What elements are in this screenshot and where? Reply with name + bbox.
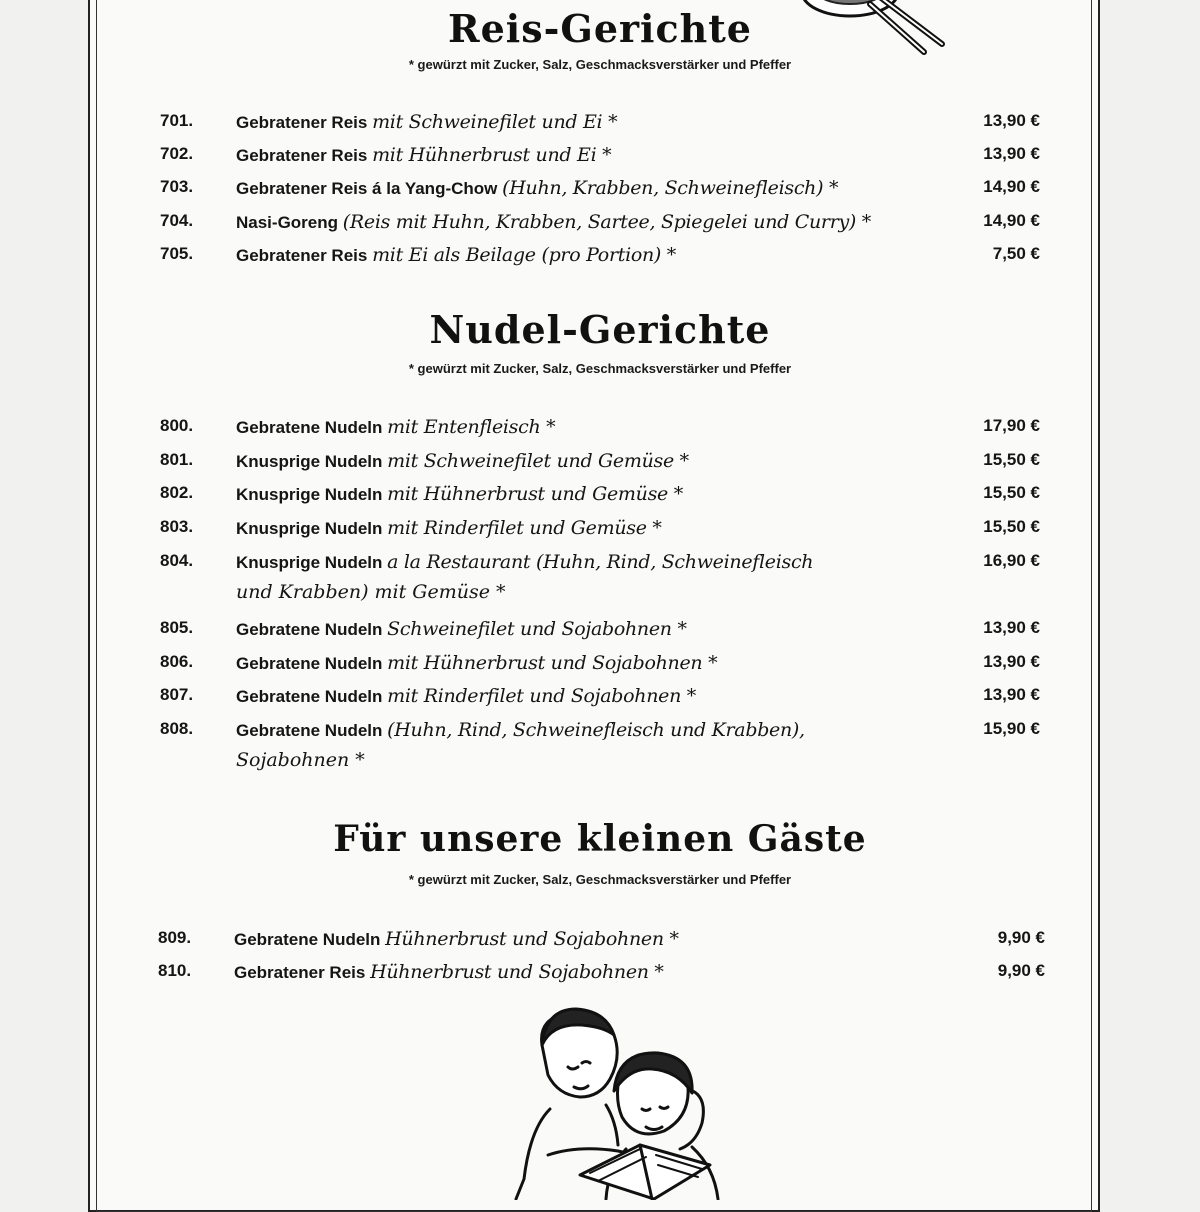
item-name: Gebratener Reis á la Yang-Chow [236,179,498,198]
item-number: 702. [160,144,194,163]
item-description [236,211,871,233]
item-description [236,618,687,640]
item-price: 13,90 € [983,111,1040,130]
item-price: 9,90 € [997,928,1045,947]
section-note-reis: * gewürzt mit Zucker, Salz, Geschmacksverstärker und Pfeffer [408,57,792,72]
item-detail: mit Hühnerbrust und Sojabohnen * [387,652,718,674]
item-number: 703. [160,177,194,196]
item-detail: mit Ei als Beilage (pro Portion) * [372,244,676,266]
item-price: 14,90 € [983,177,1040,196]
item-detail: Hühnerbrust und Sojabohnen * [385,928,679,950]
item-detail: mit Rinderfilet und Gemüse * [387,517,662,539]
menu-item [0,517,1200,551]
item-name: Knusprige Nudeln [236,452,383,471]
item-name: Knusprige Nudeln [236,485,383,504]
menu-item [0,111,1200,145]
item-detail: a la Restaurant (Huhn, Rind, Schweinefleisch [387,551,814,573]
item-name: Gebratene Nudeln [236,418,383,437]
item-detail: (Reis mit Huhn, Krabben, Sartee, Spiegelei und Curry) * [342,211,871,233]
menu-item [0,144,1200,178]
item-number: 804. [160,551,194,570]
item-name: Gebratene Nudeln [234,930,381,949]
children-reading-illustration [430,1005,760,1200]
item-price: 16,90 € [983,551,1040,570]
item-detail: mit Schweinefilet und Gemüse * [387,450,689,472]
item-price: 13,90 € [983,685,1040,704]
item-description [236,517,662,539]
item-description [234,928,679,950]
item-name: Gebratener Reis [236,246,368,265]
item-price: 14,90 € [983,211,1040,230]
item-number: 808. [160,719,194,738]
menu-item [0,685,1200,719]
section-note-kids: * gewürzt mit Zucker, Salz, Geschmacksverstärker und Pfeffer [408,872,792,887]
item-detail: mit Schweinefilet und Ei * [372,111,618,133]
menu-item [0,177,1200,211]
item-price: 15,50 € [983,483,1040,502]
menu-item [0,928,1200,962]
menu-item [0,416,1200,450]
item-detail-continued: Sojabohnen * [236,749,365,771]
menu-item [0,450,1200,484]
item-description [236,551,813,573]
item-number: 705. [160,244,194,263]
item-price: 13,90 € [983,144,1040,163]
menu-item [0,652,1200,686]
item-number: 805. [160,618,194,637]
menu-item [0,244,1200,278]
menu-item [0,483,1200,517]
item-name: Gebratene Nudeln [236,620,383,639]
item-description [236,416,555,438]
item-description [236,483,683,505]
menu-item [0,719,1200,785]
item-detail-continued: und Krabben) mit Gemüse * [236,581,506,603]
item-name: Gebratene Nudeln [236,654,383,673]
item-description [236,177,838,199]
section-title-kids: Für unsere kleinen Gäste [333,818,867,860]
menu-item [0,211,1200,245]
item-price: 13,90 € [983,652,1040,671]
item-name: Nasi-Goreng [236,213,339,232]
item-description [236,652,717,674]
item-detail: Schweinefilet und Sojabohnen * [387,618,687,640]
item-description [236,111,617,133]
item-price: 13,90 € [983,618,1040,637]
item-detail: (Huhn, Rind, Schweinefleisch und Krabben), [387,719,805,741]
item-number: 810. [158,961,192,980]
item-price: 7,50 € [992,244,1040,263]
item-price: 15,90 € [983,719,1040,738]
item-description [236,450,689,472]
item-price: 17,90 € [983,416,1040,435]
item-description [236,144,611,166]
item-number: 807. [160,685,194,704]
item-name: Gebratene Nudeln [236,721,383,740]
item-name: Gebratener Reis [236,113,368,132]
section-title-nudel: Nudel-Gerichte [429,307,771,352]
item-price: 15,50 € [983,517,1040,536]
item-number: 806. [160,652,194,671]
item-price: 15,50 € [983,450,1040,469]
item-description [236,685,696,707]
item-number: 701. [160,111,194,130]
item-name: Knusprige Nudeln [236,519,383,538]
menu-item [0,618,1200,652]
item-number: 809. [158,928,192,947]
item-name: Gebratener Reis [234,963,366,982]
item-detail: mit Entenfleisch * [387,416,556,438]
item-name: Gebratene Nudeln [236,687,383,706]
item-number: 802. [160,483,194,502]
item-name: Gebratener Reis [236,146,368,165]
item-detail: mit Hühnerbrust und Gemüse * [387,483,683,505]
item-description [236,719,805,741]
item-price: 9,90 € [997,961,1045,980]
item-number: 800. [160,416,194,435]
item-number: 704. [160,211,194,230]
section-title-reis: Reis-Gerichte [448,6,752,51]
item-detail: mit Hühnerbrust und Ei * [372,144,612,166]
item-detail: mit Rinderfilet und Sojabohnen * [387,685,696,707]
item-number: 801. [160,450,194,469]
menu-item [0,961,1200,995]
menu-item [0,551,1200,617]
item-detail: Hühnerbrust und Sojabohnen * [370,961,664,983]
item-description [236,244,676,266]
item-description [234,961,664,983]
section-note-nudel: * gewürzt mit Zucker, Salz, Geschmacksverstärker und Pfeffer [408,361,792,376]
item-name: Knusprige Nudeln [236,553,383,572]
item-detail: (Huhn, Krabben, Schweinefleisch) * [502,177,839,199]
item-number: 803. [160,517,194,536]
